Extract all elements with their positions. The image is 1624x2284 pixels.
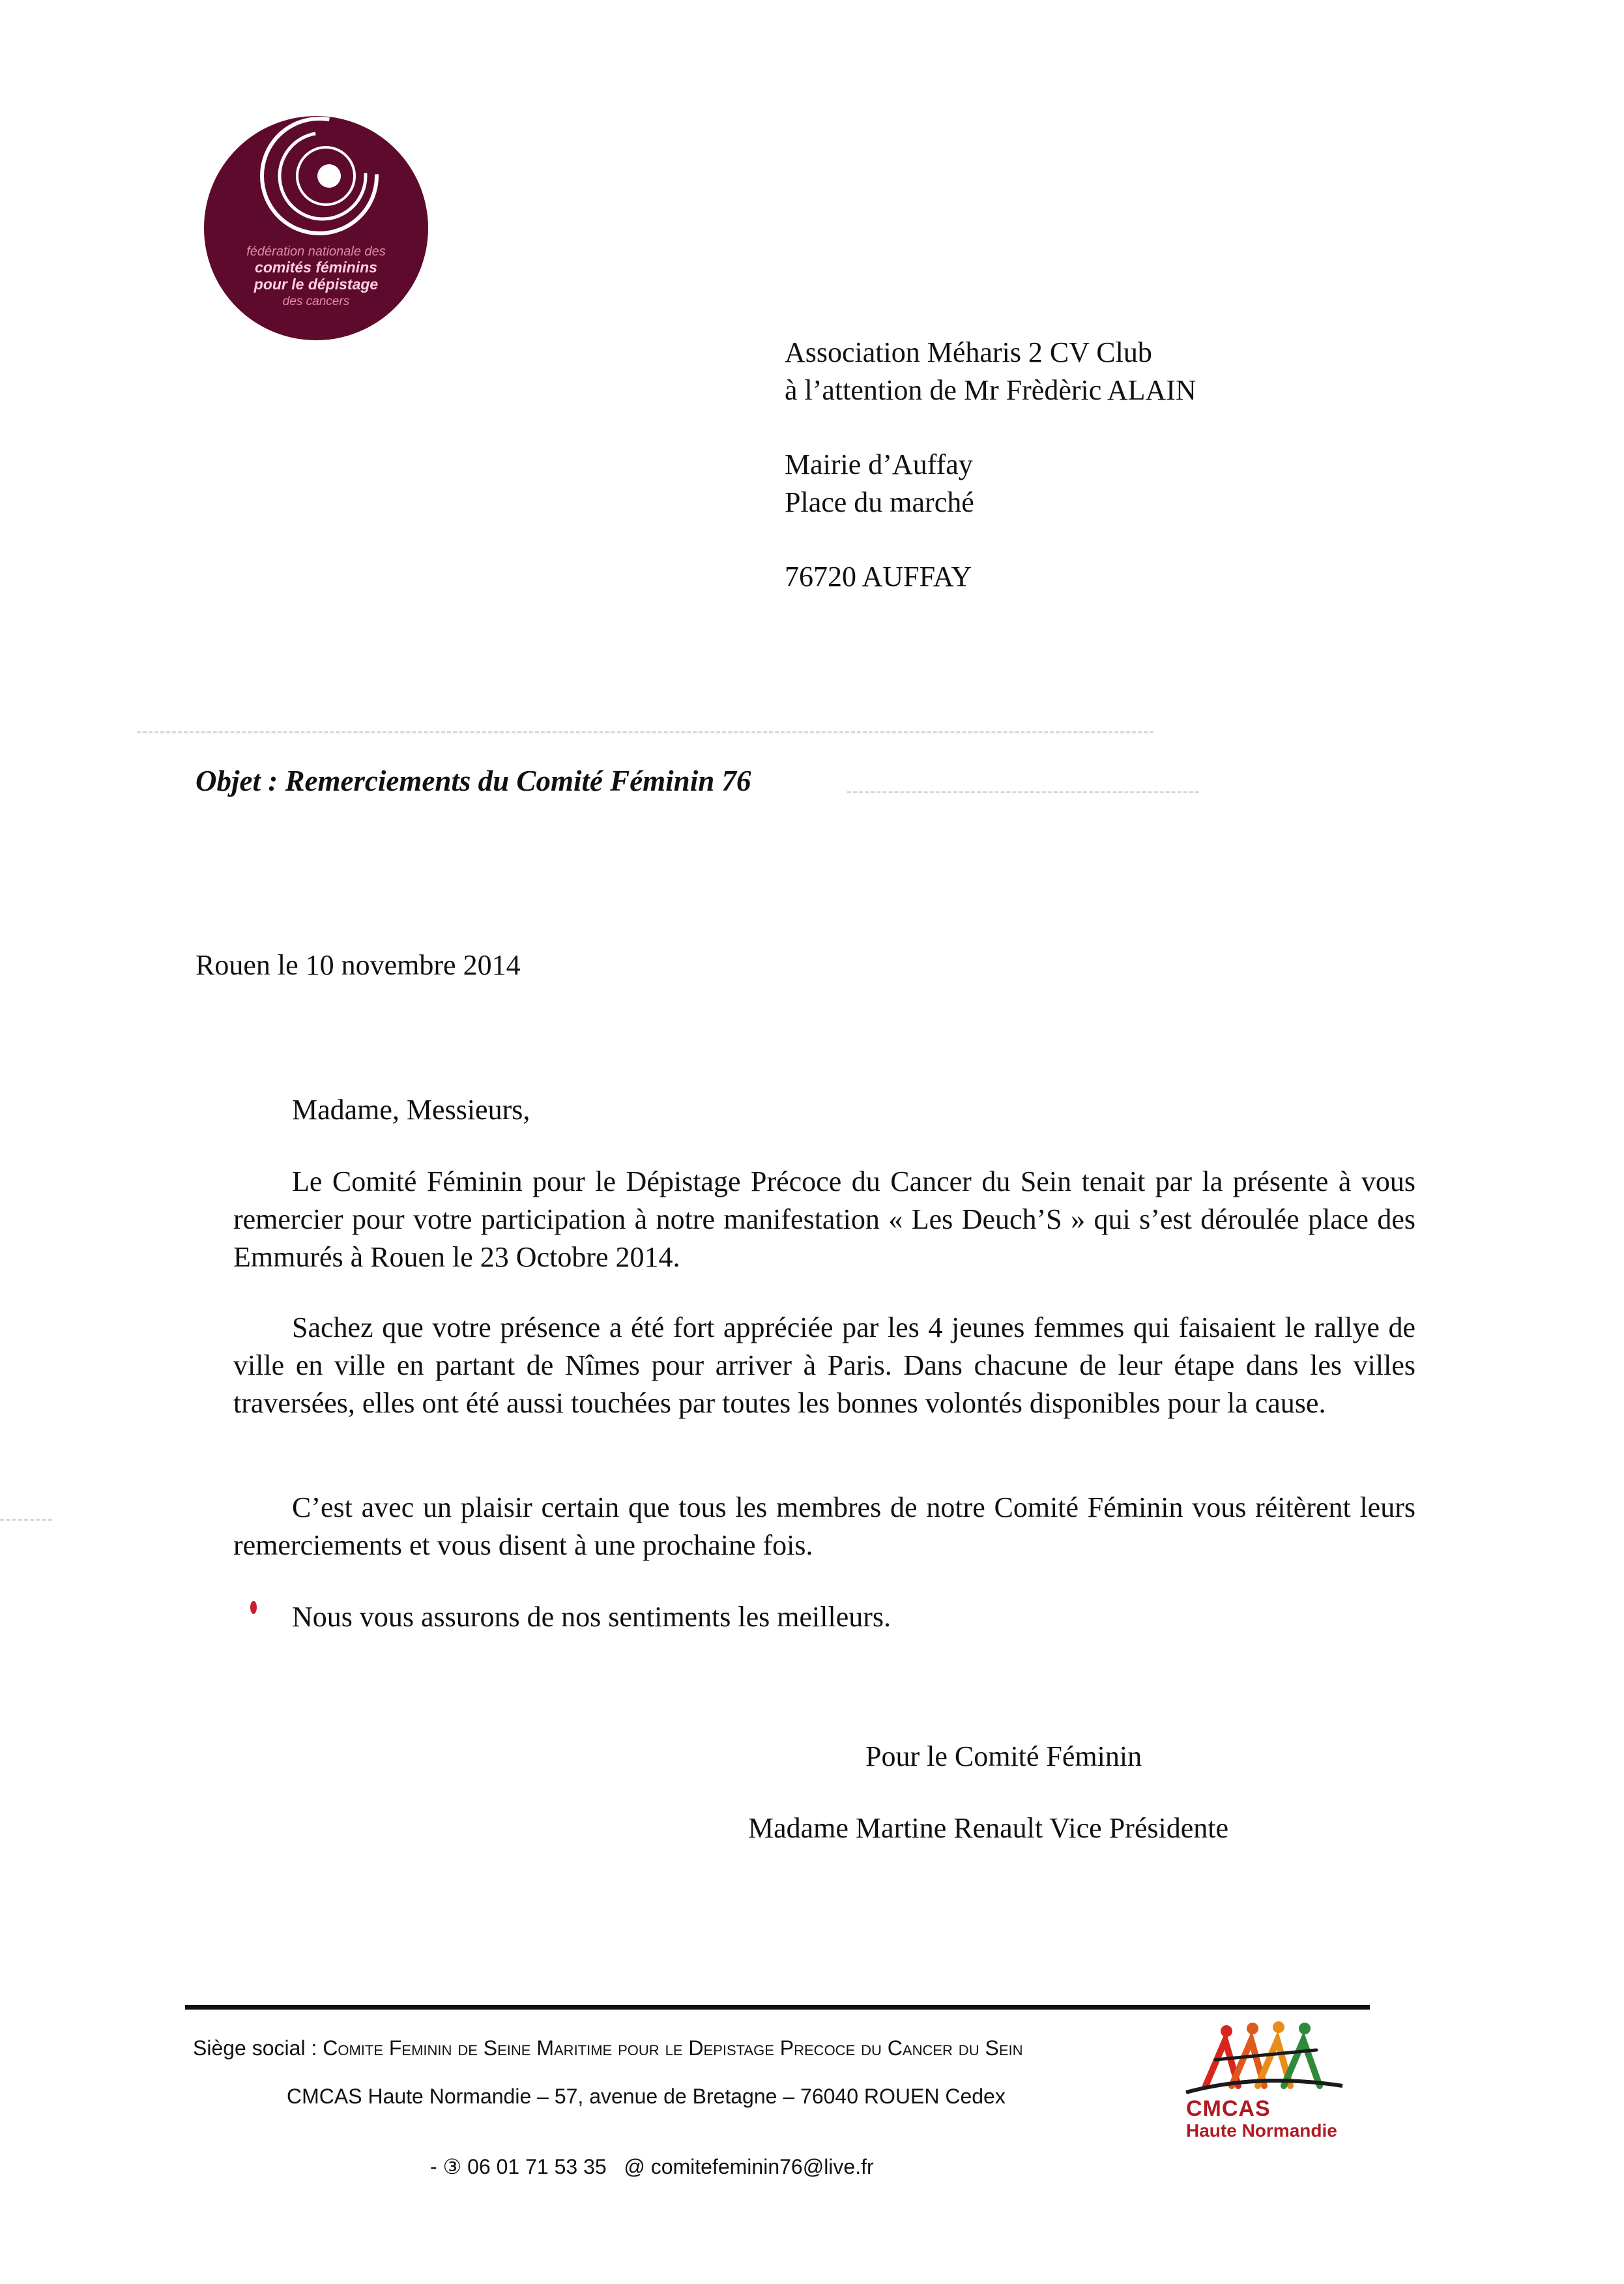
footer-address: CMCAS Haute Normandie – 57, avenue de Bretagne – 76040 ROUEN Cedex: [287, 2085, 1006, 2108]
fold-line: [137, 731, 1153, 733]
red-ink-mark: [250, 1601, 257, 1614]
logo-text-4: des cancers: [282, 295, 350, 308]
siege-name: Comite Feminin de Seine Maritime pour le Depistage Precoce du Cancer du Sein: [323, 2036, 1023, 2060]
siege-label: Siège social :: [193, 2036, 317, 2060]
address-line-2: à l’attention de Mr Frèdèric ALAIN: [785, 374, 1196, 406]
federation-logo: [196, 104, 437, 345]
cmcas-wordmark: [1186, 2098, 1337, 2142]
letter-date: Rouen le 10 novembre 2014: [196, 949, 521, 981]
address-line-1: Association Méharis 2 CV Club: [785, 336, 1152, 368]
cmcas-name: CMCAS: [1186, 2096, 1271, 2121]
body-paragraph-1: Le Comité Féminin pour le Dépistage Précoce du Cancer du Sein tenait par la présente à vous remercier pour votre participation à notre manifestation « Les Deuch’S » qui s’est déroulée place des Emmurés à Rouen le 23 Octobre 2014.: [233, 1165, 1415, 1273]
footer-email: @ comitefeminin76@live.fr: [624, 2155, 874, 2178]
logo-text-2: comités féminins: [255, 259, 377, 276]
signature-line-2: Madame Martine Renault Vice Présidente: [748, 1812, 1228, 1844]
address-line-4: Place du marché: [785, 486, 974, 518]
address-line-3: Mairie d’Auffay: [785, 448, 973, 480]
body-paragraph-3: C’est avec un plaisir certain que tous les membres de notre Comité Féminin vous réitèrent leurs remerciements et vous disent à une prochaine fois.: [233, 1491, 1415, 1561]
address-line-5: 76720 AUFFAY: [785, 561, 972, 593]
footer-phone: - ③ 06 01 71 53 35: [430, 2155, 607, 2178]
closing-formula: Nous vous assurons de nos sentiments les meilleurs.: [292, 1601, 892, 1633]
footer-divider: [185, 2005, 1370, 2010]
signature-line-1: Pour le Comité Féminin: [865, 1740, 1142, 1772]
footer-siege: [193, 2035, 1023, 2061]
subject-line: Objet : Remerciements du Comité Féminin 76: [196, 765, 751, 797]
footer-contact: [430, 2154, 874, 2180]
salutation: Madame, Messieurs,: [292, 1094, 530, 1126]
recipient-address: [785, 334, 1501, 596]
fold-line: [0, 1519, 52, 1521]
logo-text-3: pour le dépistage: [254, 276, 379, 293]
fold-line: [847, 791, 1199, 793]
body-paragraph-2: Sachez que votre présence a été fort appréciée par les 4 jeunes femmes qui faisaient le rallye de ville en ville en partant de Nîmes pour arriver à Paris. Dans chacune de leur étape dans les villes traversées, elles ont été aussi touchées par toutes les bonnes volontés disponibles pour la cause.: [233, 1311, 1415, 1419]
spacer: [785, 521, 1501, 558]
spacer: [785, 409, 1501, 446]
cmcas-region: Haute Normandie: [1186, 2120, 1337, 2141]
logo-text-1: fédération nationale des: [246, 244, 386, 259]
